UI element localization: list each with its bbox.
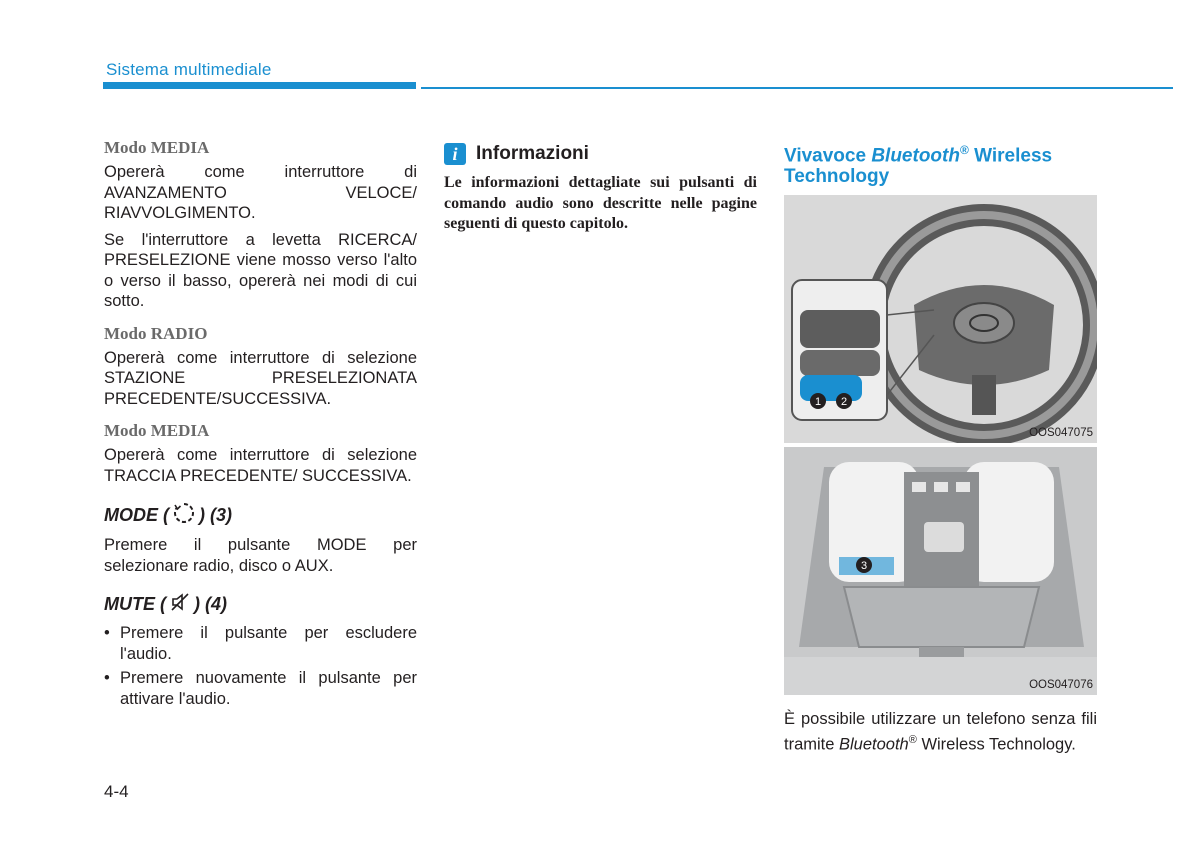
figure1-code: OOS047075 [1029, 427, 1093, 440]
callout-2: 2 [840, 396, 848, 409]
modo-media-2-text: Opererà come interruttore di selezione TRACCIA PRECEDENTE/ SUCCESSIVA. [104, 446, 417, 485]
modo-radio-heading: Modo RADIO [104, 323, 208, 343]
steering-wheel-figure [784, 195, 1097, 443]
header-rule-thick [103, 82, 416, 89]
figure2-code: OOS047076 [1029, 679, 1093, 692]
heading-italic: Bluetooth [871, 145, 960, 167]
overhead-console-figure [784, 447, 1097, 695]
info-text: Le informazioni dettagliate sui pulsanti di comando audio sono descritte nelle pagine seguenti di questo capitolo. [444, 174, 757, 232]
modo-media-text: Opererà come interruttore di AVANZAMENTO VELOCE/ RIAVVOLGIMENTO. [104, 163, 417, 222]
mode-heading-pre: MODE ( [104, 505, 169, 525]
mute-heading-post: ) (4) [194, 594, 227, 614]
body-italic: Bluetooth [839, 735, 909, 754]
mute-heading-pre: MUTE ( [104, 594, 166, 614]
info-header [444, 143, 757, 165]
modo-radio-text: Opererà come interruttore di selezione STAZIONE PRESELEZIONATA PRECEDENTE/SUCCESSIVA. [104, 348, 417, 408]
bluetooth-heading [784, 140, 1097, 187]
bluetooth-text [784, 709, 1097, 755]
column-right [784, 140, 1097, 761]
ricerca-text: Se l'interruttore a levetta RICERCA/ PRESELEZIONE viene mosso verso l'alto o verso il basso, opererà nei modi di cui sotto. [104, 230, 417, 310]
body-part1: È possibile utilizzare un telefono senza fili tramite [784, 710, 1097, 754]
mute-heading [104, 592, 417, 617]
column-middle [444, 143, 757, 235]
body-part2: Wireless Technology. [916, 735, 1076, 754]
list-item: • Premere nuovamente il pulsante per attivare l'audio. [104, 668, 417, 709]
modo-media-2-heading: Modo MEDIA [104, 421, 210, 440]
modo-media-heading: Modo MEDIA [104, 138, 210, 157]
mute-icon [170, 592, 190, 617]
mode-heading-post: ) (3) [199, 505, 232, 525]
callout-1: 1 [814, 396, 822, 409]
callout-3: 3 [860, 560, 868, 573]
header-title: Sistema multimediale [106, 60, 272, 79]
header-rule-thin [421, 87, 1173, 89]
mode-heading [104, 502, 417, 529]
heading-part2: Wireless Technology [784, 145, 1053, 188]
overhead-console-illustration [784, 447, 1097, 695]
mute-bullets [104, 623, 417, 709]
column-left [104, 138, 417, 713]
heading-part1: Vivavoce [784, 145, 872, 167]
mode-icon [173, 502, 195, 529]
mode-text: Premere il pulsante MODE per selezionare radio, disco o AUX. [104, 536, 417, 575]
info-icon: i [444, 143, 466, 165]
page-number: 4-4 [104, 782, 129, 801]
list-item: • Premere il pulsante per escludere l'audio. [104, 623, 417, 664]
heading-reg: ® [959, 143, 969, 157]
steering-wheel-illustration [784, 195, 1097, 443]
info-title: Informazioni [476, 143, 589, 164]
body-reg: ® [908, 733, 917, 746]
